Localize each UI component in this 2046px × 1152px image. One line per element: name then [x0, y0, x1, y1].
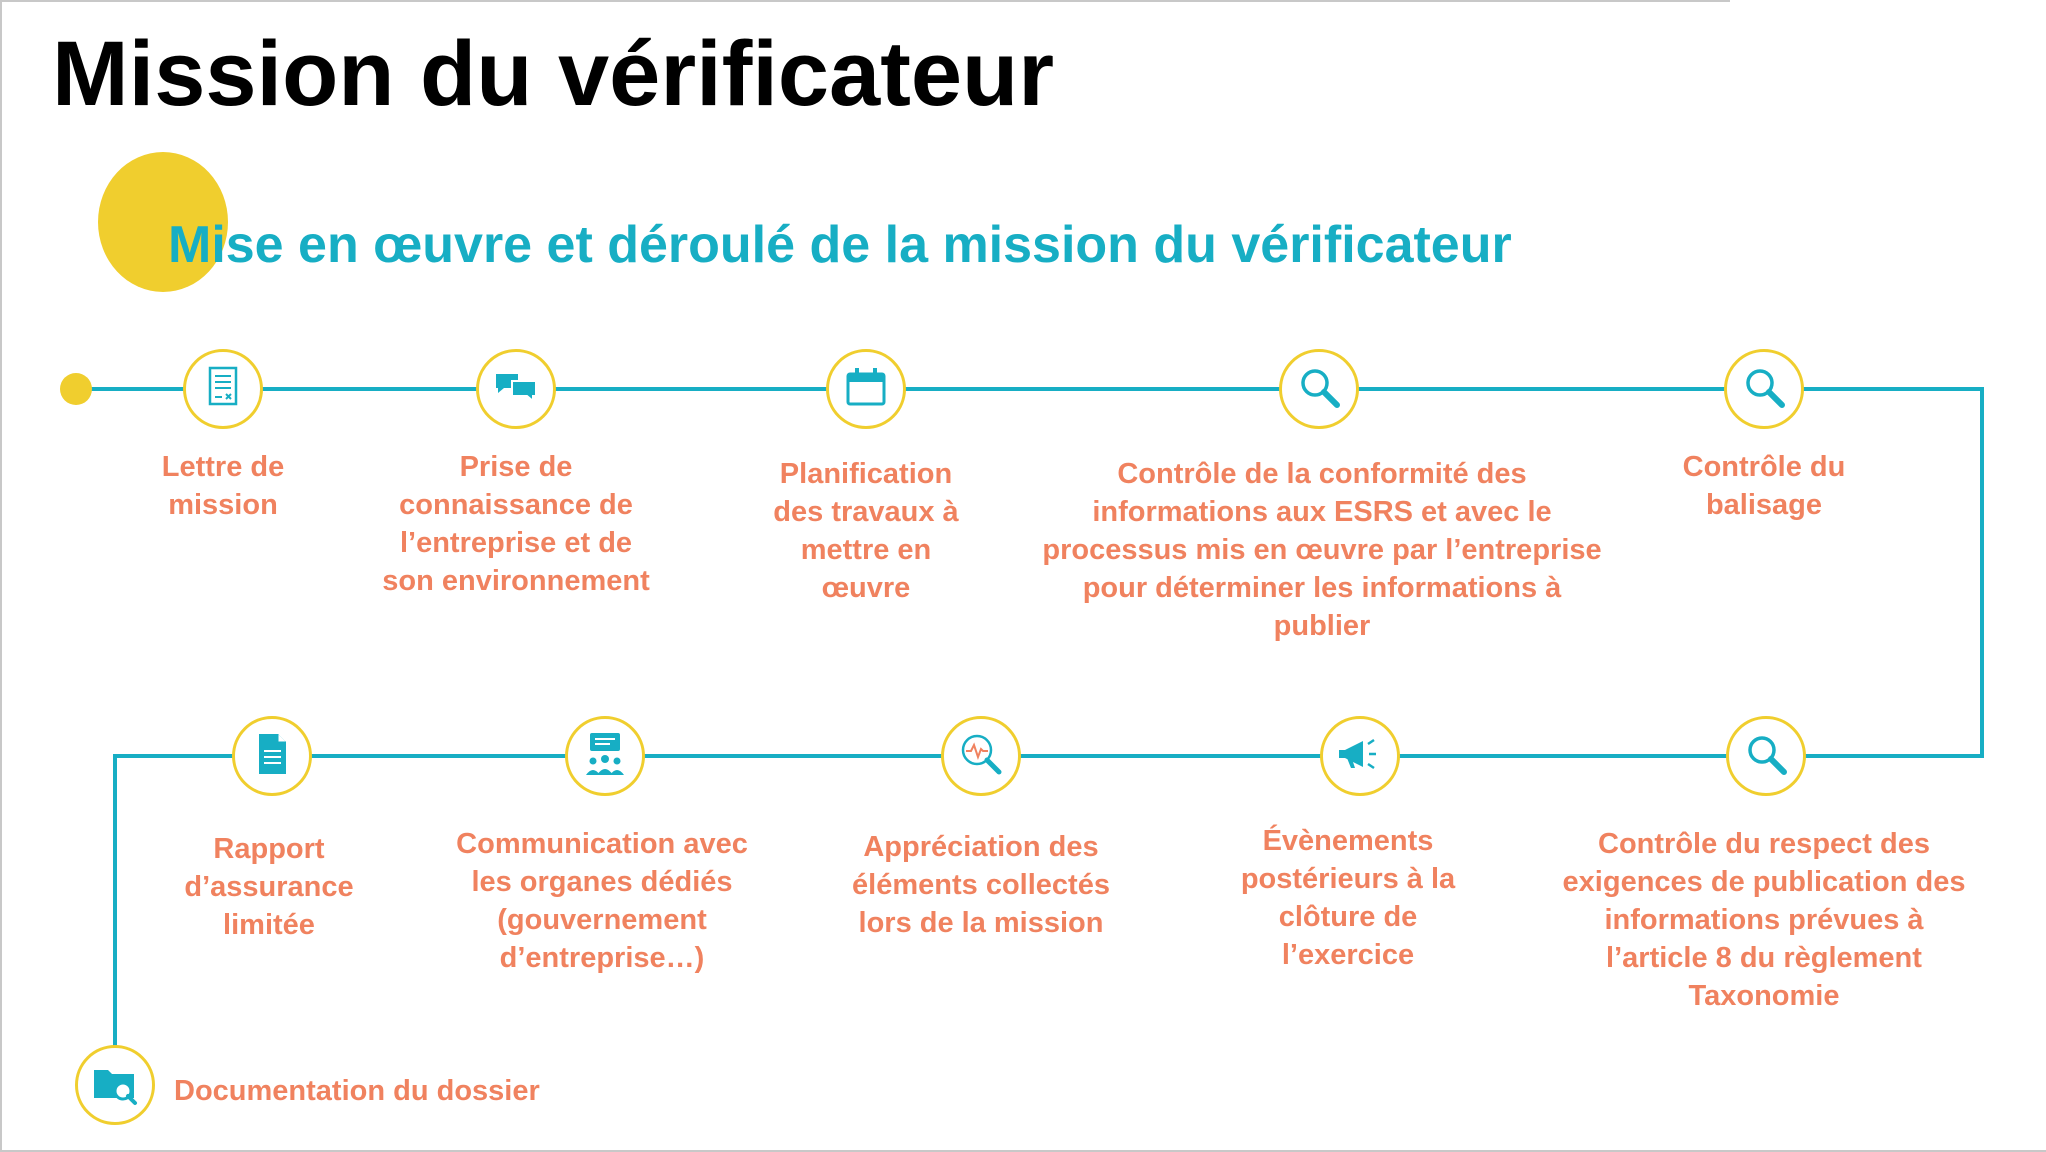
step-label-line: postérieurs à la — [1240, 863, 1456, 895]
step-label-line: Prise de — [459, 451, 573, 483]
step-label-3 — [773, 455, 958, 607]
folder-search-icon — [90, 1058, 140, 1113]
step-node-6 — [1726, 716, 1806, 796]
step-label-line: (gouvernement — [497, 904, 707, 936]
step-label-4 — [1042, 455, 1601, 645]
step-label-line: d’entreprise…) — [499, 942, 705, 974]
step-label-line: publier — [1273, 610, 1371, 642]
step-label-line: éléments collectés — [852, 869, 1110, 901]
step-label-line: connaissance de — [399, 489, 633, 521]
step-label-5 — [1683, 448, 1846, 524]
presentation-team-icon — [580, 729, 630, 784]
step-label-line: pour déterminer les informations à — [1082, 572, 1562, 604]
step-label-line: balisage — [1705, 489, 1823, 521]
report-icon — [247, 729, 297, 784]
step-label-line: Documentation du dossier — [174, 1075, 540, 1107]
step-label-line: Planification — [779, 458, 953, 490]
step-label-line: Contrôle du respect des — [1598, 828, 1930, 860]
analysis-magnifier-icon — [956, 729, 1006, 784]
step-label-line: Communication avec — [456, 828, 748, 860]
magnifier-icon — [1741, 729, 1791, 784]
step-label-line: des travaux à — [773, 496, 959, 528]
step-label-1 — [162, 448, 284, 524]
step-label-line: informations aux ESRS et avec le — [1092, 496, 1552, 528]
step-label-10 — [184, 830, 353, 944]
step-node-4 — [1279, 349, 1359, 429]
step-label-line: Rapport — [213, 833, 325, 865]
step-node-10 — [232, 716, 312, 796]
step-label-line: informations prévues à — [1604, 904, 1924, 936]
step-node-2 — [476, 349, 556, 429]
step-node-1 — [183, 349, 263, 429]
chat-bubbles-icon — [491, 362, 541, 417]
step-label-line: les organes dédiés — [471, 866, 733, 898]
step-label-line: limitée — [223, 909, 315, 941]
step-label-9 — [456, 825, 748, 977]
start-bullet — [60, 373, 92, 405]
step-label-2 — [382, 448, 650, 600]
magnifier-icon — [1294, 362, 1344, 417]
step-label-line: œuvre — [821, 572, 911, 604]
step-label-line: l’entreprise et de — [399, 527, 633, 559]
step-label-line: son environnement — [382, 565, 650, 597]
step-label-line: Appréciation des — [863, 831, 1099, 863]
page-title: Mission du vérificateur — [52, 23, 1055, 125]
step-label-6 — [1563, 825, 1966, 1015]
step-label-line: mettre en — [800, 534, 932, 566]
diagram-subtitle: Mise en œuvre et déroulé de la mission du vérificateur — [168, 216, 1512, 274]
megaphone-icon — [1335, 729, 1385, 784]
step-label-line: l’article 8 du règlement — [1606, 942, 1922, 974]
step-node-7 — [1320, 716, 1400, 796]
step-label-line: lors de la mission — [858, 907, 1104, 939]
step-label-line: processus mis en œuvre par l’entreprise — [1042, 534, 1602, 566]
step-label-7 — [1241, 822, 1455, 974]
step-label-line: clôture de — [1278, 901, 1418, 933]
step-label-line: mission — [168, 489, 278, 521]
step-label-line: Contrôle du — [1682, 451, 1846, 483]
step-node-9 — [565, 716, 645, 796]
step-node-3 — [826, 349, 906, 429]
magnifier-icon — [1739, 362, 1789, 417]
calendar-icon — [841, 362, 891, 417]
step-label-line: exigences de publication des — [1562, 866, 1966, 898]
step-label-8 — [852, 828, 1110, 942]
step-label-line: Contrôle de la conformité des — [1117, 458, 1527, 490]
document-icon — [198, 362, 248, 417]
step-label-line: Lettre de — [161, 451, 285, 483]
step-label-line: Taxonomie — [1688, 980, 1840, 1012]
step-label-line: d’assurance — [184, 871, 354, 903]
step-node-8 — [941, 716, 1021, 796]
step-node-5 — [1724, 349, 1804, 429]
step-label-11 — [174, 1072, 540, 1110]
step-node-11 — [75, 1045, 155, 1125]
step-label-line: l’exercice — [1281, 939, 1415, 971]
step-label-line: Évènements — [1262, 825, 1434, 857]
